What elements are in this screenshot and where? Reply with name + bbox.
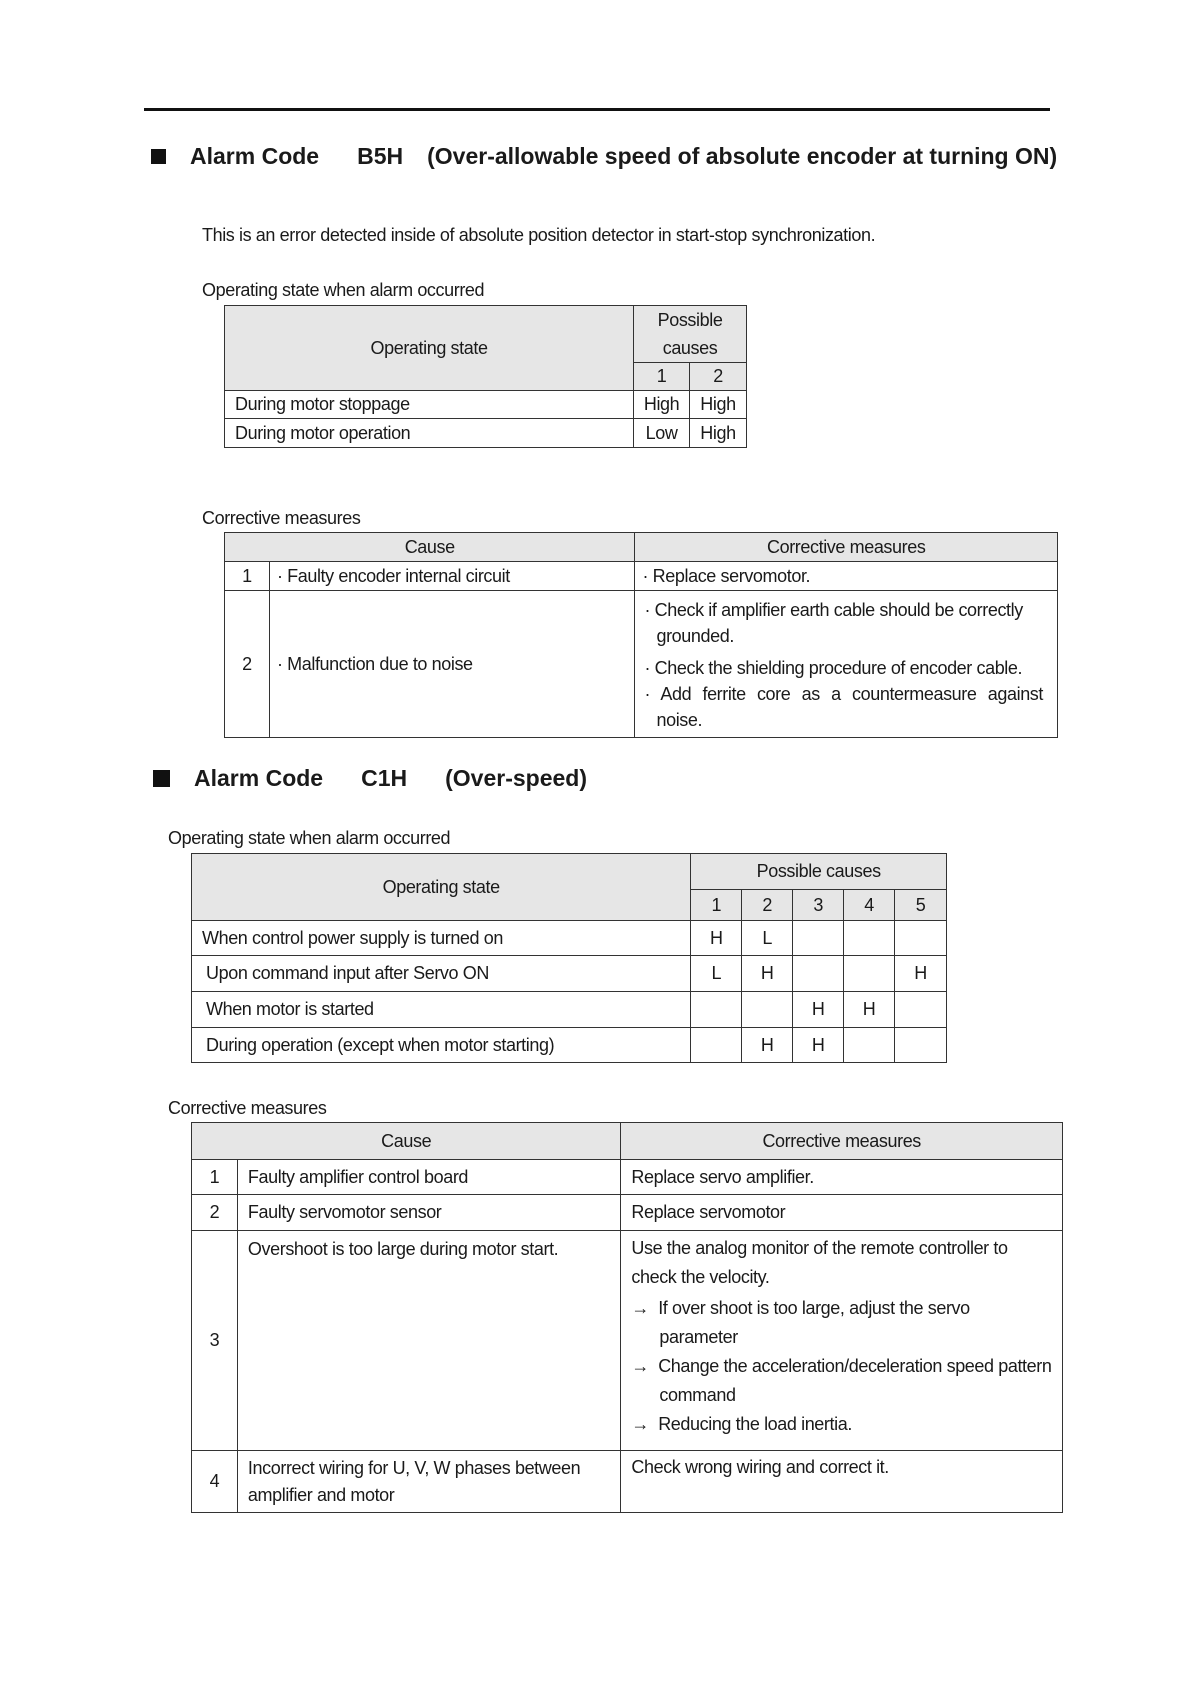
col-operating-state: Operating state xyxy=(225,306,634,391)
value-cell: H xyxy=(844,992,895,1028)
table-row xyxy=(192,1451,1063,1513)
cause-num: 4 xyxy=(844,890,895,921)
value-cell xyxy=(793,956,844,992)
col-cause: Cause xyxy=(225,533,635,562)
measures-caption: Corrective measures xyxy=(168,1098,327,1118)
table-row xyxy=(192,1231,1063,1451)
cause-cell: · Faulty encoder internal circuit xyxy=(269,562,635,591)
row-number: 4 xyxy=(192,1451,238,1513)
table-row xyxy=(225,591,1058,738)
col-corrective-measures: Corrective measures xyxy=(635,533,1058,562)
square-bullet-icon xyxy=(153,770,170,787)
col-corrective-measures: Corrective measures xyxy=(621,1123,1063,1160)
state-caption: Operating state when alarm occurred xyxy=(202,280,485,300)
cause-num: 1 xyxy=(691,890,742,921)
value-cell: L xyxy=(691,956,742,992)
value-cell: L xyxy=(742,921,793,956)
top-rule xyxy=(144,108,1050,111)
value-cell xyxy=(895,1028,947,1063)
cause-cell: Incorrect wiring for U, V, W phases between amplifier and motor xyxy=(237,1451,620,1513)
value-cell xyxy=(844,921,895,956)
col-cause: Cause xyxy=(192,1123,621,1160)
cause-cell: Faulty servomotor sensor xyxy=(237,1195,620,1231)
value-cell: H xyxy=(793,992,844,1028)
cause-num: 2 xyxy=(742,890,793,921)
value-cell: High xyxy=(690,419,747,448)
right-arrow-icon: → xyxy=(631,1298,659,1318)
value-cell: High xyxy=(634,391,690,419)
table-row xyxy=(225,419,747,448)
state-cell: During motor operation xyxy=(225,419,634,448)
cause-num: 1 xyxy=(634,363,690,391)
row-number: 1 xyxy=(192,1160,238,1195)
cause-cell: · Malfunction due to noise xyxy=(269,591,635,738)
col-possible-causes: Possible causes xyxy=(634,306,747,363)
row-number: 2 xyxy=(192,1195,238,1231)
table-row xyxy=(225,562,1058,591)
table-row xyxy=(192,1160,1063,1195)
measures-caption: Corrective measures xyxy=(202,508,361,528)
square-bullet-icon xyxy=(151,149,166,164)
value-cell: H xyxy=(742,956,793,992)
value-cell: H xyxy=(895,956,947,992)
value-cell xyxy=(844,956,895,992)
value-cell xyxy=(895,992,947,1028)
measure-cell: Use the analog monitor of the remote controller to check the velocity. → If over shoot is too large, adjust the servo parameter → Change the acceleration/deceleration speed pattern command → Reducing the load inertia. xyxy=(621,1231,1063,1451)
cause-cell: Faulty amplifier control board xyxy=(237,1160,620,1195)
value-cell: H xyxy=(742,1028,793,1063)
table-row xyxy=(192,992,947,1028)
right-arrow-icon: → xyxy=(631,1414,659,1434)
alarm-code: C1H xyxy=(361,765,408,791)
state-caption: Operating state when alarm occurred xyxy=(168,828,451,848)
value-cell: High xyxy=(690,391,747,419)
alarm-title: (Over-allowable speed of absolute encoder at turning ON) xyxy=(427,143,1058,169)
col-possible-causes: Possible causes xyxy=(691,854,947,890)
operating-state-table-c1h xyxy=(191,853,947,1063)
value-cell xyxy=(691,992,742,1028)
value-cell xyxy=(895,921,947,956)
section1-heading xyxy=(151,143,1057,170)
cause-num: 3 xyxy=(793,890,844,921)
table-row xyxy=(192,921,947,956)
value-cell xyxy=(793,921,844,956)
value-cell xyxy=(691,1028,742,1063)
section2-heading xyxy=(153,765,587,792)
heading-label: Alarm Code xyxy=(194,765,324,791)
corrective-measures-table-b5h xyxy=(224,532,1058,738)
measure-cell: · Check if amplifier earth cable should be correctly grounded. · Check the shielding procedure of encoder cable. · Add ferrite core as a countermeasure against noise. xyxy=(635,591,1058,738)
alarm-title: (Over-speed) xyxy=(445,765,587,791)
state-cell: During motor stoppage xyxy=(225,391,634,419)
value-cell xyxy=(742,992,793,1028)
corrective-measures-table-c1h xyxy=(191,1122,1063,1513)
alarm-code: B5H xyxy=(357,143,404,169)
measure-cell: Check wrong wiring and correct it. xyxy=(621,1451,1063,1513)
state-cell: When control power supply is turned on xyxy=(192,921,691,956)
cause-num: 5 xyxy=(895,890,947,921)
heading-label: Alarm Code xyxy=(190,143,320,169)
table-row xyxy=(192,956,947,992)
state-cell: When motor is started xyxy=(192,992,691,1028)
value-cell: Low xyxy=(634,419,690,448)
value-cell: H xyxy=(691,921,742,956)
alarm-description: This is an error detected inside of absolute position detector in start-stop synchronization. xyxy=(202,225,876,245)
state-cell: Upon command input after Servo ON xyxy=(192,956,691,992)
value-cell: H xyxy=(793,1028,844,1063)
row-number: 1 xyxy=(225,562,270,591)
right-arrow-icon: → xyxy=(631,1356,659,1376)
operating-state-table-b5h xyxy=(224,305,747,448)
table-row xyxy=(192,1195,1063,1231)
cause-cell: Overshoot is too large during motor start. xyxy=(237,1231,620,1451)
state-cell: During operation (except when motor starting) xyxy=(192,1028,691,1063)
measure-cell: · Replace servomotor. xyxy=(635,562,1058,591)
row-number: 2 xyxy=(225,591,270,738)
col-operating-state: Operating state xyxy=(192,854,691,921)
table-row xyxy=(192,1028,947,1063)
cause-num: 2 xyxy=(690,363,747,391)
value-cell xyxy=(844,1028,895,1063)
row-number: 3 xyxy=(192,1231,238,1451)
table-row xyxy=(225,391,747,419)
measure-cell: Replace servo amplifier. xyxy=(621,1160,1063,1195)
measure-cell: Replace servomotor xyxy=(621,1195,1063,1231)
